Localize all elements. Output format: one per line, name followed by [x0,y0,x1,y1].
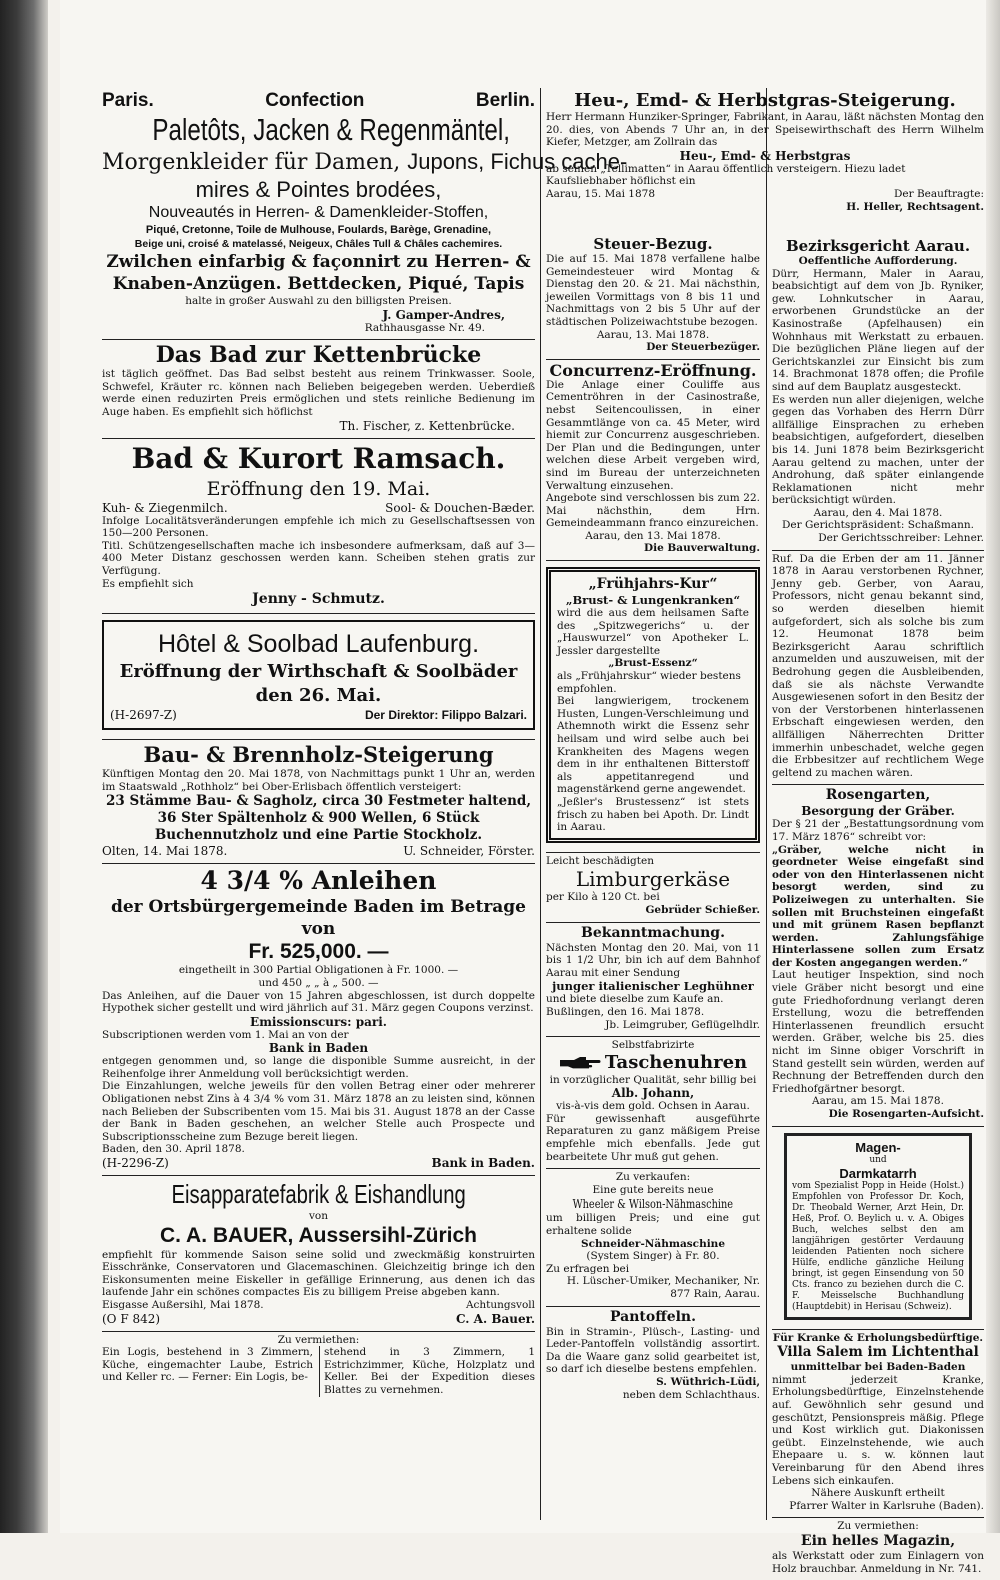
ad-pantoffeln [546,1307,760,1407]
ad-signature: Jb. Leimgruber, Geflügelhdlr. [605,1018,760,1031]
ad-title: „Frühjahrs-Kur“ [588,576,718,593]
ad-frame [784,1133,972,1320]
ad-signature: Der Direktor: Filippo Balzari. [364,708,527,723]
ad-text: Kuh- & Ziegenmilch. [102,500,228,515]
ad-title: Wheeler & Wilson-Nähmaschine [572,1196,734,1212]
ad-title: Heu-, Emd- & Herbstgras-Steigerung. [574,90,956,111]
ad-text: und [869,1154,887,1165]
ad-address: neben dem Schlachthaus. [622,1388,760,1401]
ad-heading: Zu vermiethen: [277,1333,360,1346]
ad-subtitle: Oeffentliche Aufforderung. [798,255,958,267]
ad-signature: Bank in Baden. [431,1156,535,1171]
ad-date: Olten, 14. Mai 1878. [102,844,228,859]
ad-date: Aarau, 15. Mai 1878 [546,187,656,200]
ad-title: Steuer-Bezug. [593,235,713,253]
ad-body: empfiehlt für kommende Saison seine solid und zweckmäßig konstruirten Eisschränke, Conservatoren und Glacemaschinen. Gleichzeitig bringe ich den Eiskonsumenten meine Eiskeller in gefällige Erinnerung, aus denen ich das laufende Jahr ein schönes compactes Eis zu billigem Preise abgeben kann. [102,1248,535,1299]
confection-label: Confection [265,90,365,111]
ad-title: Bezirksgericht Aarau. [785,237,971,255]
ad-line: Knaben-Anzügen. Bettdecken, Piqué, Tapis [112,274,525,294]
ad-signature: Th. Fischer, z. Kettenbrücke. [339,418,515,433]
ad-body: vom Spezialist Popp in Heide (Holst.) Empfohlen von Professor Dr. Koch, Dr. Theobald Werner, Arzt Hein, Dr. Heß, Prof. O. Beylich u. v. A. Obiges Buch, welches selbst den am langjährigen gestörter Verdauung leidenden Patienten noch sichere Hülfe, endliche gänzliche Heilung bringt, ist gegen Einsendung von 50 Cts. franco zu beziehen durch die C. F. Meisselsche Buchhandlung (Hauptdebit) in Herisau (Schweiz). [792,1180,964,1312]
ad-text: Selbstfabrizirte [611,1039,695,1052]
ad-highlight: junger italienischer Leghühner [552,979,754,994]
column-rule [766,88,767,1520]
ad-subtitle: Eröffnung den 19. Mai. [206,477,431,500]
ad-body: Bin in Stramin-, Plüsch-, Lasting- und Leder-Pantoffeln vollständig assortirt. Da die Waare ganz solid gearbeitet ist, so darf ich dieselbe bestens empfehlen. [546,1325,760,1376]
ad-frame [546,567,760,843]
ad-title: Rosengarten, [825,787,931,804]
ad-subtitle: Besorgung der Gräber. [801,804,955,819]
ad-bezirksgericht [772,236,984,551]
ad-text: Zu erfragen bei [546,1262,630,1275]
ad-quote: „Gräber, welche nicht in geordneter Weise eingefaßt sind oder von den Hinterlassenen nicht besorgt werden, sind zu Polizeiwegen zu unterhalten. Sie sollen mit Bruchsteinen eingefaßt und mit grünem Rasen bepflanzt werden. Zahlungsfähige Hinterlassene sollen zum Ersatz der Kosten angegangen werden.“ [772,843,984,969]
ad-name: Schneider-Nähmaschine [580,1237,726,1250]
ad-text: Achtungsvoll [465,1299,535,1311]
ad-body: Für gewissenhaft ausgeführte Reparaturen zu ganz mäßigem Preise empfehle mich ebenfalls. Jede gut bearbeitete Uhr muß gut gehen. [546,1112,760,1163]
ad-body: Dürr, Hermann, Maler in Aarau, beabsichtigt auf dem von Jb. Ryniker, gew. Lohnkutscher in Aarau, erworbenen Grundstücke an der Kasinostraße (Apfelhausen) ein Wohnhaus mit Werkstatt zu erbauen. Die bezüglichen Pläne liegen auf der Gerichtskanzlei zur Einsicht bis zum 14. Brachmonat 1878 offen; die Profile sind auf dem Bauplatz ausgesteckt. [772,267,984,393]
ad-line: halte in großer Auswahl zu den billigsten Preisen. [185,295,452,307]
ad-text: Eine gute bereits neue [592,1183,714,1196]
ad-body: Bei langwierigem, trockenem Husten, Lungen-Verschleimung und Athemnoth wirkt die Essenz sehr heilsam und wird selbe auch bei Krankheiten des Magens wegen dem in ihr enthaltenen Bitterstoff als appetitanregend und magenstärkend gerne angewendet. [557,695,749,796]
ad-title: Bau- & Brennholz-Steigerung [143,742,494,768]
ad-line: mires & Pointes brodées, [195,177,442,202]
ad-signature: C. A. Bauer. [455,1311,535,1326]
ad-taschenuhren [546,1037,760,1169]
ad-body: Subscriptionen werden vom 1. Mai an von der [102,1028,349,1041]
ad-title: Concurrenz-Eröffnung. [549,360,757,380]
ad-title: Ein helles Magazin, [800,1532,956,1549]
ad-naehmaschine [546,1169,760,1306]
ad-vermiethen-logis [102,1332,535,1402]
ad-date: Bußlingen, den 16. Mai 1878. [546,1005,705,1018]
ad-bekanntmachung [546,923,760,1038]
ad-signature: Der Steuerbezüger. [646,341,760,354]
ad-date: Baden, den 30. April 1878. [102,1143,245,1156]
ad-signature: S. Wüthrich-Lüdi, [656,1375,760,1388]
ad-body: um billigen Preis; und eine gut erhaltene solide [546,1212,760,1238]
ad-highlight: Heu-, Emd- & Herbstgras [679,148,851,163]
ad-concurrenz [546,360,760,561]
ad-signature: Der Gerichtspräsident: Schaßmann. [782,519,974,532]
ad-highlight: Bank in Baden [268,1041,369,1056]
ad-body: Infolge Localitätsveränderungen empfehle ich mich zu Gesellschaftsessen von 150—200 Personen. [102,514,535,540]
ad-signature: H. Heller, Rechtsagent. [846,200,984,213]
ad-text: und 450 „ „ à „ 500. — [258,976,379,989]
ad-highlight: Emissionscurs: pari. [250,1014,387,1029]
ad-body: nimmt jederzeit Kranke, Erholungsbedürftige, Einzelnstehende auf. Gewöhnlich sehr gesund und geschützt, Pensionspreis mäßig. Pflege und Kost wirklich gut. Diakonissen geübt. Einzelnstehende, wie auch Ehepaare u. s. w. können laut Vereinbarung für den Abend ihres Lebens sich einkaufen. [772,1373,984,1487]
ad-code: (O F 842) [102,1311,161,1326]
ad-body: stehend in 3 Zimmern, 1 Estrichzimmer, Küche, Holzplatz und Keller. Bei der Expedition dieses Blattes zu vernehmen. [319,1346,535,1396]
ad-body: Es empfiehlt sich [102,577,194,590]
ad-code: (H-2296-Z) [102,1156,169,1171]
ad-body: Die auf 15. Mai 1878 verfallene halbe Gemeindesteuer wird Montag & Dienstag den 20. & 21. Mai nächsthin, jeweilen Vormittags von 8 bis 11 und Nachmittags von 2 bis 5 Uhr auf der städtischen Polizeiwachtstube bezogen. [546,253,760,328]
ad-body: Titl. Schützengesellschaften mache ich insbesondere aufmerksam, daß auf 3—400 Meter Distanz geschossen werden kann. Scheiben stehen gratis zur Verfügung. [102,539,535,577]
ad-title: Bad & Kurort Ramsach. [131,441,506,475]
ad-text: Für Kranke & Erholungsbedürftige. [772,1331,984,1344]
ad-fruehjahrskur [546,561,760,853]
ad-body: wird die aus dem heilsamen Safte des „Spitzwegerichs“ u. der „Hauswurzel“ von Apotheker L. Jessler dargestellte [557,607,749,657]
ad-text: Sool- & Douchen-Bæder. [385,500,535,515]
ad-highlight: 23 Stämme Bau- & Sagholz, circa 30 Festmeter haltend, 36 Ster Spältenholz & 900 Wellen, 6 Stück Buchennutzholz und eine Partie Stockholz. [105,793,532,844]
ad-date: Aarau, am 15. Mai 1878. [812,1095,944,1108]
ad-heu-steigerung [546,88,984,218]
ad-body: „Jeßler's Brustessenz“ ist stets frisch zu haben bei Apoth. Dr. Lindt in Aarau. [557,795,749,834]
ad-body: als „Frühjahrskur“ wieder bestens empfohlen. [557,670,741,695]
city-berlin: Berlin. [475,90,535,111]
ad-title: Pantoffeln. [610,1308,696,1325]
ad-magenkatarrh [772,1127,984,1330]
ad-subtitle: der Ortsbürgergemeinde Baden im Betrage von [110,897,526,940]
ad-title: Paletôts, Jacken & Regenmäntel, [152,112,510,147]
ad-body: Laut heutiger Inspektion, sind noch viele Gräber nicht besorgt und eine gute Friedhofordnung verlangt deren Erstellung, wozu die betreffenden Hinterlassenen freundlich ersucht werden. Gräber, welche bis 25. dies nicht im Sinne obiger Vorschrift in Stand gestellt sein würden, werden auf Rechnung der Betreffenden durch den Friedhofgärtner besorgt. [772,969,984,1095]
ad-title: Das Bad zur Kettenbrücke [155,342,482,369]
ad-date: Aarau, den 4. Mai 1878. [813,506,943,519]
ad-heading: Zu vermiethen: [837,1520,919,1533]
ad-title: Taschenuhren [604,1051,748,1073]
ad-signature: H. Lüscher-Umiker, Mechaniker, Nr. 877 Rain, Aarau. [566,1275,760,1300]
ad-text: per Kilo à 120 Ct. bei [546,891,660,904]
ad-date: Eisgasse Außersihl, Mai 1878. [102,1299,264,1311]
ad-text: von [308,1210,329,1223]
newspaper-page [60,0,986,1575]
ad-body: Der § 21 der „Bestattungsordnung vom 17. März 1876“ schreibt vor: [772,818,984,843]
ad-body: Ein Logis, bestehend in 3 Zimmern, Küche, eingemachter Laube, Estrich und Keller rc. — Ferner: Ein Logis, be- [102,1346,313,1384]
ad-text: in vorzüglicher Qualität, sehr billig bei [549,1073,757,1086]
ad-name: Alb. Johann, [611,1086,695,1101]
ad-ruf [772,551,984,786]
ad-text: Der Beauftragte: [893,187,984,200]
ad-eisapparate [102,1176,535,1332]
ad-title: Bekanntmachung. [581,924,725,941]
ad-hotel-laufenburg [102,614,535,740]
ad-bad-kettenbruecke [102,340,535,438]
page-edge [986,0,1000,1533]
pointing-hand-icon [559,1056,601,1070]
ad-villa-salem [772,1330,984,1519]
ad-line: Piqué, Cretonne, Toile de Mulhouse, Foulards, Barège, Grenadine, [145,224,492,236]
ad-body: entgegen genommen und, so lange die disponible Summe ausreicht, in der Reihenfolge ihrer Anmeldung voll berücksichtigt werden. [102,1055,535,1080]
ad-date: Aarau, den 13. Mai 1878. [585,529,721,542]
ad-limburgerkaese [546,853,760,923]
ad-body: Ruf. Da die Erben der am 11. Jänner 1878 in Aarau verstorbenen Rychner, Jenny geb. Gerber, von Aarau, Professors, nicht genau bekannt sind, so werden dieselben hiemit aufgefordert, sich als solche bis zum 12. Heumonat 1878 beim Bezirksgericht Aarau schriftlich anzumelden und auszuweisen, mit der Bedrohung gegen die Ausbleibenden, daß sie als nächste Verwandte Ausgewiesenen sofort in den Besitz der von der Verstorbenen hinterlassenen Erbschaft eingewiesen werden, den allfälligen Näherrechten Dritter immerhin unbeschadet, welche gegen die Erbbesitzer auf rechtlichem Wege geltend zu machen wären. [772,552,984,779]
ad-subtitle: „Brust- & Lungenkranken“ [565,593,741,608]
ad-highlight: „Brust-Essenz“ [608,657,698,670]
ad-line: Beige uni, croisé & matelassé, Neigeux, Châles Tull & Châles cachemires. [134,238,503,250]
ad-firm: C. A. BAUER, Aussersihl-Zürich [160,1223,477,1247]
ad-address: Rathhausgasse Nr. 49. [364,321,485,334]
ad-code: (H-2697-Z) [110,708,177,723]
ad-body: Herr Hermann Hunziker-Springer, Fabrikant, in Aarau, läßt nächsten Montag den 20. dies, von Abends 7 Uhr an, in der Speisewirthschaft des Herrn Wilhelm Kiefer, Metzger, am Zollrain das [546,111,984,149]
ad-amount: Fr. 525,000. — [248,940,389,964]
ad-subtitle: unmittelbar bei Baden-Baden [790,1361,966,1374]
ad-text: vis-à-vis dem gold. Ochsen in Aarau. [556,1100,750,1113]
ad-body: ist täglich geöffnet. Das Bad selbst besteht aus reinem Trinkwasser. Soole, Schwefel, Kräuter rc. können nach Belieben beigegeben werden. Ueberdieß werde einen reduzirten Preis ermöglichen und stets reinliche Bedienung im Auge haben. Es empfiehlt sich höflichst [102,368,535,418]
ad-subtitle: Eröffnung der Wirthschaft & Soolbäder [119,661,518,683]
ad-anleihen [102,864,535,1176]
book-binding-shadow [0,0,48,1533]
column-right-spanning [546,88,984,238]
ad-text: Nähere Auskunft ertheilt [811,1487,945,1500]
ad-holz-steigerung [102,740,535,864]
column-rule [540,88,541,1520]
ad-signature: Die Bauverwaltung. [643,542,760,555]
ad-line: Morgenkleider für Damen, [102,150,401,175]
city-paris: Paris. [102,90,154,111]
ad-rosengarten [772,785,984,1126]
ad-body: Angebote sind verschlossen bis zum 22. Mai nächsthin, dem Hrn. Gemeindeammann franco einzureichen. [546,492,760,530]
ad-body: als Werkstatt oder zum Einlagern von Holz brauchbar. Anmeldung in Nr. 741. [772,1549,984,1575]
column-right [772,236,984,1575]
ad-line: Zwilchen einfarbig & façonnirt zu Herren- & [106,252,531,272]
ad-title: Magen- [855,1139,901,1155]
ad-body: Die Anlage einer Couliffe aus Cementröhren in der Casinostraße, nebst Seitencoulissen, in einer Gesammtlänge von ca. 45 Meter, wird hiemit zur Concurrenz ausgeschrieben. Der Plan und die Bedingungen, unter welchen diese Arbeit vergeben wird, sind im Bureau der unterzeichneten Verwaltung einzusehen. [546,378,760,492]
ad-heading: Zu verkaufen: [615,1171,691,1184]
ad-title: Darmkatarrh [839,1165,917,1181]
ad-signature: Gebrüder Schießer. [645,903,760,916]
ad-title: Villa Salem im Lichtenthal [777,1344,979,1361]
ad-body: Die Einzahlungen, welche jeweils für den vollen Betrag einer oder mehrerer Obligationen nebst Zins à 4 3/4 % vom 31. März 1878 an zu leisten sind, können nach Belieben der Subscribenten vom 15. Mai bis 31. August 1878 an der Casse der Bank in Baden geschehen, an welcher Stelle auch Prospecte und Subscriptionsscheine zum Bezuge bereit liegen. [102,1080,535,1143]
ad-title: Limburgerkäse [575,867,731,892]
ad-magazin [772,1518,984,1580]
ad-text: Leicht beschädigten [546,854,654,867]
ad-frame [102,620,535,730]
ad-signature: Jenny - Schmutz. [252,591,385,608]
ad-signature: Der Gerichtsschreiber: Lehner. [818,532,984,545]
ad-date: den 26. Mai. [255,685,382,707]
ad-line: Jupons, Fichus cache- [407,149,628,174]
ad-signature: Pfarrer Walter in Karlsruhe (Baden). [789,1499,984,1512]
ad-body: Es werden nun aller diejenigen, welche gegen das Vorhaben des Herrn Dürr allfällige Einsprachen zu erheben beabsichtigen, aufgefordert, dieselben bis 14. Juni 1878 beim Bezirksgericht Aarau geltend zu machen, unter der Androhung, daß später einlangende Reklamationen nicht mehr berücksichtigt würden. [772,393,984,507]
ad-body: und biete dieselbe zum Kaufe an. [546,993,724,1006]
ad-body: Nächsten Montag den 20. Mai, von 11 bis 1 1/2 Uhr, bin ich auf dem Bahnhof Aarau mit einer Sendung [546,941,760,979]
ad-title: Hôtel & Soolbad Laufenburg. [157,630,480,659]
ad-body: Das Anleihen, auf die Dauer von 15 Jahren abgeschlossen, ist durch doppelte Hypothek sicher gestellt und wird jährlich auf 31. März gegen Coupons verzinst. [102,989,535,1015]
ad-date: Aarau, 13. Mai 1878. [596,328,710,341]
ad-title: Eisapparatefabrik & Eishandlung [171,1179,466,1210]
ad-text: (System Singer) à Fr. 80. [586,1250,720,1263]
ad-body: ab seinen „Tellimatten“ in Aarau öffentlich versteigern. Hiezu ladet Kaufsliebhaber höflichst ein [546,162,906,188]
ad-ramsach [102,439,535,615]
ad-signature: U. Schneider, Förster. [403,844,535,859]
column-middle [546,88,760,1520]
ad-title: 4 3/4 % Anleihen [200,866,437,896]
ad-body: Künftigen Montag den 20. Mai 1878, von Nachmittags punkt 1 Uhr an, werden im Staatswald „Rothholz“ bei Ober-Erlisbach öffentlich versteigert: [102,768,535,793]
ad-line: Nouveautés in Herren- & Damenkleider-Stoffen, [148,204,489,221]
ad-text: eingetheilt in 300 Partial Obligationen à Fr. 1000. — [178,964,459,977]
ad-signature: J. Gamper-Andres, [382,307,505,322]
ad-signature: Die Rosengarten-Aufsicht. [828,1108,984,1120]
